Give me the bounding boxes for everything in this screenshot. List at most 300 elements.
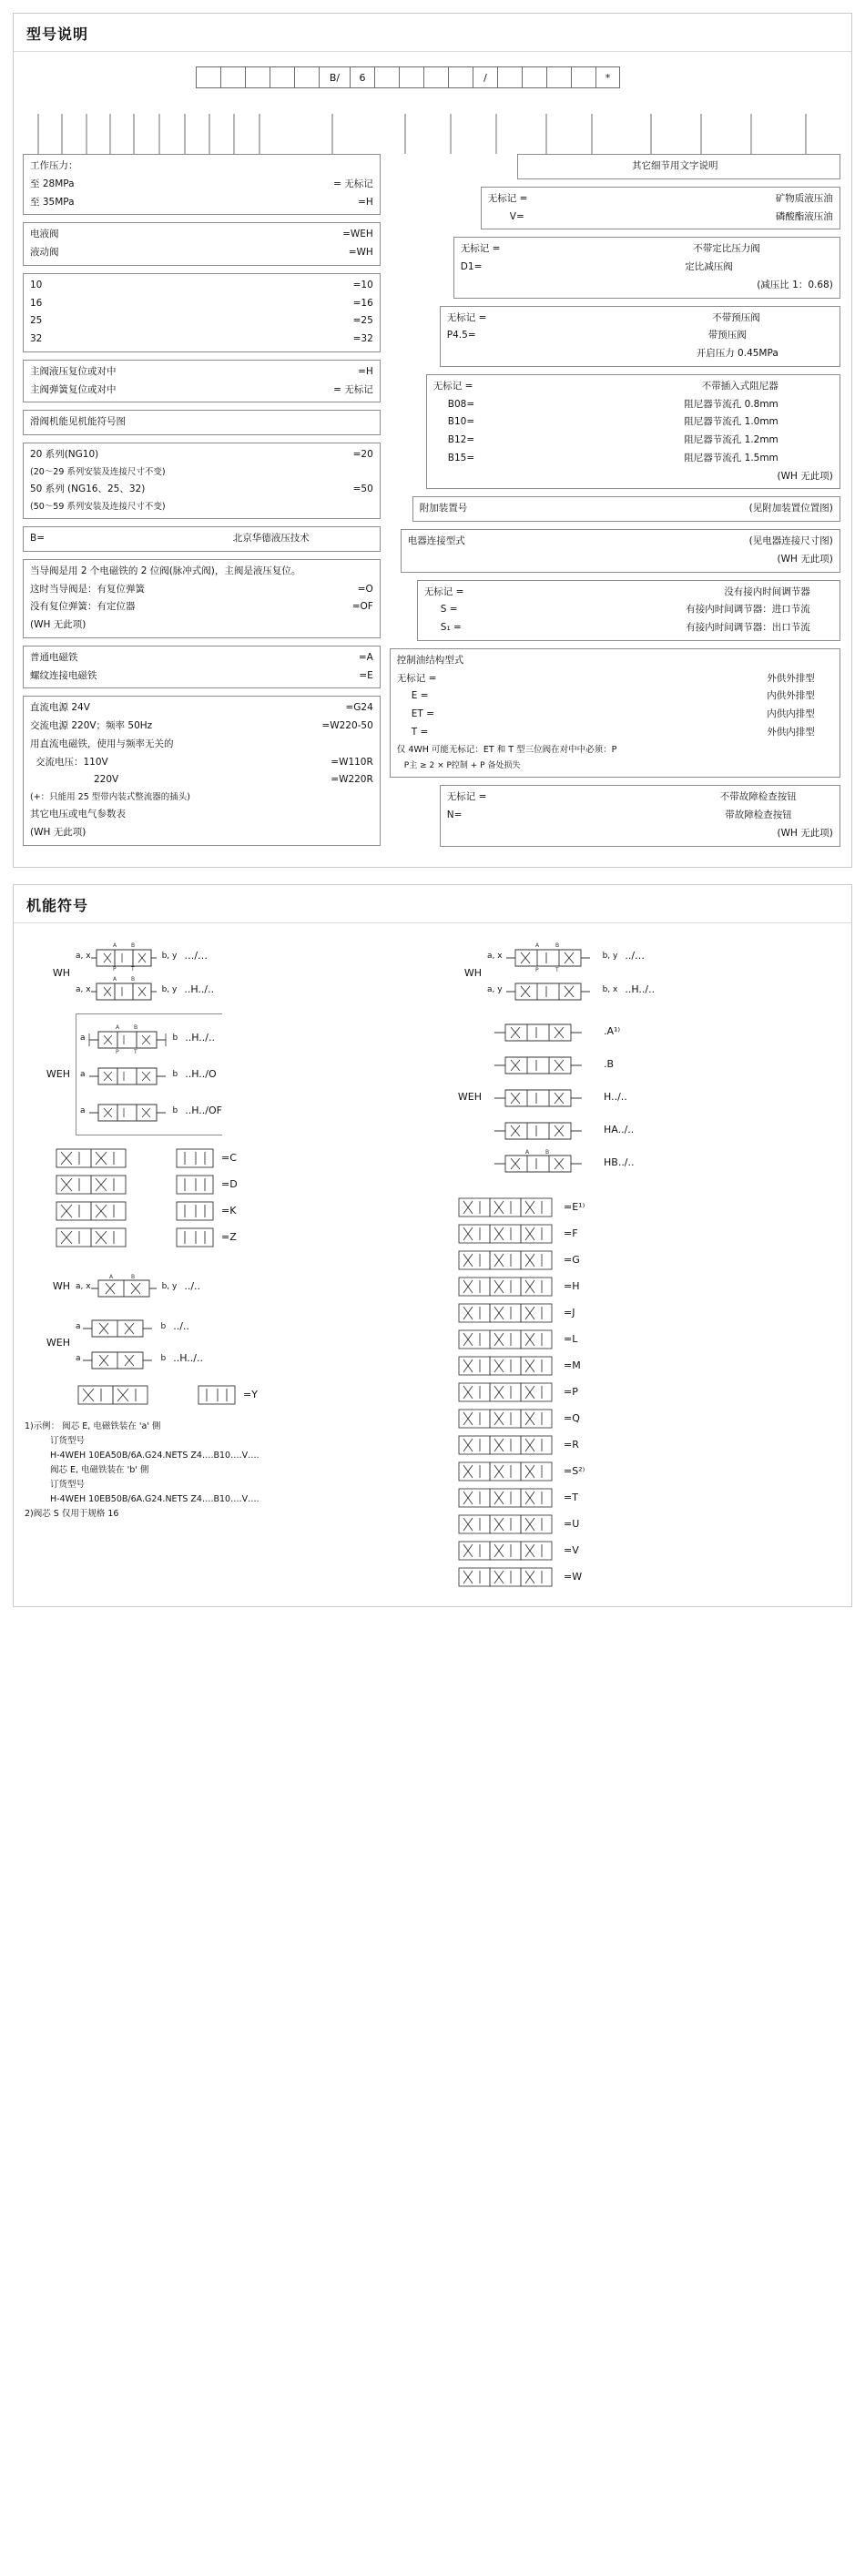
port-label-left: a, x xyxy=(76,1281,91,1291)
code-cell[interactable]: * xyxy=(595,66,620,88)
row-label: (WH 无此项) xyxy=(30,827,86,838)
symbol-stack xyxy=(76,1309,203,1376)
spool-code: =W xyxy=(564,1571,583,1583)
code-cell[interactable] xyxy=(399,66,423,88)
row-label: (20～29 系列安装及连接尺寸不变) xyxy=(30,466,166,477)
row-value: =16 xyxy=(352,297,373,309)
code-cell[interactable] xyxy=(220,66,245,88)
spool-symbol xyxy=(458,1539,558,1563)
row-value: 带预压阀 xyxy=(707,330,747,341)
row-label: 仅 4WH 可能无标记：ET 和 T 型三位阀在对中中必须：P xyxy=(396,744,617,755)
spool-code-row xyxy=(458,1460,837,1483)
spool-code: =G xyxy=(564,1254,580,1266)
port-label-right: b xyxy=(160,1321,167,1331)
row-label: 滑阀机能见机能符号图 xyxy=(30,416,126,428)
footnote-line: H-4WEH 10EB50B/6A.G24.NETS Z4….B10….V…. xyxy=(50,1494,260,1505)
row-label: 无标记 = xyxy=(446,791,487,803)
svg-text:A: A xyxy=(108,1273,113,1280)
svg-text:A: A xyxy=(112,975,117,983)
spool-code: =P xyxy=(564,1386,578,1398)
svg-text:T: T xyxy=(130,965,135,972)
row-label: 交流电压：110V xyxy=(36,756,108,768)
code-cell[interactable] xyxy=(294,66,319,88)
valve-symbol xyxy=(487,1050,596,1079)
row-value: =WH xyxy=(348,247,373,258)
spool-code-row xyxy=(56,1173,425,1196)
row-label: 25 xyxy=(30,315,43,327)
row-label: 220V xyxy=(94,774,119,786)
block-other-notes xyxy=(517,154,840,179)
footnote-line: H-4WEH 10EA50B/6A.G24.NETS Z4….B10….V…. xyxy=(50,1450,260,1461)
row-value: =25 xyxy=(352,315,373,327)
group-label-weh-right: WEH xyxy=(457,1091,482,1103)
row-label: 用直流电磁铁，使用与频率无关的 xyxy=(30,738,174,749)
type-code-body xyxy=(14,52,851,867)
spool-code: =T xyxy=(564,1492,578,1503)
row-value: 有接内时间调节器：进口节流 xyxy=(686,604,810,616)
row-label: 普通电磁铁 xyxy=(30,651,78,663)
block-precharge-valve xyxy=(440,306,840,367)
row-value: =WEH xyxy=(342,229,373,240)
symbol-line xyxy=(76,974,214,1005)
row-value: 不带故障检查按钮 xyxy=(719,791,797,803)
port-label-left: a, y xyxy=(487,984,503,994)
code-cell[interactable] xyxy=(423,66,448,88)
footnotes xyxy=(25,1420,429,1522)
block-detent-spring xyxy=(23,559,381,638)
spool-code: =J xyxy=(564,1307,575,1319)
row-label: 电器连接型式 xyxy=(407,535,465,546)
row-label: S = xyxy=(440,604,458,616)
block-series xyxy=(23,443,381,519)
valve-symbol xyxy=(487,1148,596,1177)
spool-symbol xyxy=(458,1433,558,1457)
row-label: 无标记 = xyxy=(460,243,501,255)
spool-symbol xyxy=(458,1248,558,1272)
row-value: (见电器连接尺寸图) xyxy=(748,535,833,546)
spool-code: =L xyxy=(564,1333,578,1345)
type-code-left-column xyxy=(23,154,381,853)
code-cell[interactable] xyxy=(546,66,571,88)
row-value: 不带插入式阻尼器 xyxy=(701,380,778,392)
port-label-right: b, y xyxy=(161,951,178,961)
row-value: 带故障检查按钮 xyxy=(725,809,792,820)
row-value: =H xyxy=(358,196,373,208)
symbol-row xyxy=(25,938,429,1008)
symbol-code: ..H../OF xyxy=(185,1105,222,1116)
spool-code: =Z xyxy=(221,1231,237,1243)
port-label-right: b, y xyxy=(161,1281,178,1291)
symbol-line xyxy=(487,1115,635,1145)
symbol-code: …/… xyxy=(184,950,209,962)
code-cell[interactable] xyxy=(448,66,473,88)
row-label: 其它电压或电气参数表 xyxy=(30,809,126,820)
row-value: (WH 无此项) xyxy=(777,470,833,482)
symbol-code: ..H../.. xyxy=(173,1352,203,1364)
spool-code-row-y xyxy=(77,1383,425,1407)
row-label: T = xyxy=(411,726,429,738)
symbol-line xyxy=(80,1095,222,1127)
port-label-right: b, x xyxy=(602,984,618,994)
row-label: 无标记 = xyxy=(423,585,464,597)
port-label-left: a xyxy=(80,1033,86,1043)
row-value: 阻尼器节流孔 0.8mm xyxy=(684,398,778,410)
row-value: 定比减压阀 xyxy=(685,261,733,272)
function-symbol-body xyxy=(14,923,851,1606)
spool-code: =C xyxy=(221,1152,237,1164)
block-spool-reset xyxy=(23,360,381,403)
symbol-code: .A¹⁾ xyxy=(604,1025,621,1037)
spool-code-row xyxy=(458,1512,837,1536)
symbol-row xyxy=(25,1013,429,1135)
symbol-code: HB../.. xyxy=(604,1156,635,1168)
row-label: 螺纹连接电磁铁 xyxy=(30,669,97,681)
symbol-row xyxy=(25,1269,429,1304)
footnote-line: 2)阀芯 S 仅用于规格 16 xyxy=(25,1509,119,1520)
row-label: 附加装置号 xyxy=(419,503,468,514)
svg-text:P: P xyxy=(112,965,117,972)
group-label-wh-2: WH xyxy=(52,1280,70,1292)
port-label-left: a xyxy=(80,1105,86,1115)
spool-code-row xyxy=(458,1275,837,1298)
svg-text:B: B xyxy=(133,1023,137,1031)
valve-symbol xyxy=(81,1344,161,1373)
symbol-line xyxy=(80,1022,222,1054)
spool-symbol xyxy=(56,1146,165,1170)
block-pilot-drain xyxy=(390,648,840,779)
port-label-right: b xyxy=(172,1033,178,1043)
spool-code-row xyxy=(458,1565,837,1589)
row-label: (50～59 系列安装及连接尺寸不变) xyxy=(30,501,166,512)
row-value: 内供内排型 xyxy=(767,708,815,719)
port-label-right: b, y xyxy=(161,984,178,994)
block-brand xyxy=(23,526,381,552)
symbol-code: ..H../.. xyxy=(184,983,215,995)
valve-symbol xyxy=(86,1095,173,1127)
port-label-left: a, x xyxy=(76,951,91,961)
row-value: =E xyxy=(359,669,373,681)
row-value: =G24 xyxy=(345,702,373,714)
spool-symbol xyxy=(458,1565,558,1589)
spool-symbol xyxy=(458,1275,558,1298)
row-value: (见附加装置位置图) xyxy=(748,503,833,514)
code-cell[interactable]: B/ xyxy=(319,66,350,88)
row-label: P主 ≥ 2 × P控制 + P 备处损失 xyxy=(403,760,521,770)
row-label: 直流电源 24V xyxy=(30,702,90,714)
valve-symbol xyxy=(503,941,603,972)
block-stroke-adjust xyxy=(417,580,840,641)
row-label: 主阀弹簧复位或对中 xyxy=(30,383,117,395)
symbol-code: ..H../.. xyxy=(185,1032,215,1044)
spool-symbol-single xyxy=(198,1383,238,1407)
row-label: S₁ = xyxy=(440,622,462,633)
row-value: (WH 无此项) xyxy=(777,827,833,839)
spool-code-row xyxy=(458,1407,837,1431)
row-label: N= xyxy=(446,809,463,820)
row-label: 至 28MPa xyxy=(30,178,75,189)
svg-text:B: B xyxy=(130,1273,135,1280)
svg-text:A: A xyxy=(534,942,539,949)
row-value: 内供外排型 xyxy=(767,690,815,702)
spool-code: =V xyxy=(564,1544,579,1556)
symbol-line xyxy=(487,1148,635,1177)
symbol-line xyxy=(76,1312,203,1341)
row-label: (WH 无此项) xyxy=(30,619,86,630)
row-label: P4.5= xyxy=(446,330,476,341)
footnote-line: 1)示例： 阀芯 E, 电磁铁装在 'a' 側 xyxy=(25,1420,161,1431)
spool-code: =F xyxy=(564,1227,578,1239)
row-label: B= xyxy=(30,533,46,544)
spool-symbol-single xyxy=(176,1199,216,1223)
footnote-line: 阀芯 E, 电磁铁装在 'b' 側 xyxy=(50,1464,149,1475)
row-value: (WH 无此项) xyxy=(777,553,833,565)
symbol-line xyxy=(76,941,214,972)
block-attachment-code xyxy=(412,496,840,522)
symbol-row xyxy=(25,1309,429,1376)
code-cell[interactable] xyxy=(270,66,294,88)
row-value: 开启压力 0.45MPa xyxy=(696,348,778,359)
symbol-bracket xyxy=(76,938,214,1008)
symbol-stack xyxy=(76,1269,200,1304)
row-value: 北京华德液压技术 xyxy=(232,533,310,544)
row-label: B10= xyxy=(447,416,475,428)
spool-code: =E¹⁾ xyxy=(564,1201,585,1213)
port-label-right: b xyxy=(160,1353,167,1363)
section-title-function-symbol: 机能符号 xyxy=(14,885,851,923)
symbol-line xyxy=(76,1344,203,1373)
symbol-stack xyxy=(487,1013,635,1181)
spool-code-row xyxy=(458,1196,837,1219)
spool-code-row xyxy=(458,1248,837,1272)
spool-code: =Y xyxy=(243,1389,258,1400)
row-value: =A xyxy=(358,651,373,663)
spool-code: =S²⁾ xyxy=(564,1465,585,1477)
code-cell[interactable] xyxy=(245,66,270,88)
row-value: 磷酸酯液压油 xyxy=(775,210,833,222)
function-symbol-grid xyxy=(25,932,840,1592)
row-value: 外供内排型 xyxy=(767,726,815,738)
spool-code-block xyxy=(52,1146,429,1249)
row-value: =50 xyxy=(352,484,373,494)
row-value: =10 xyxy=(352,279,373,290)
group-label-weh-2: WEH xyxy=(46,1336,70,1349)
spool-code: =Q xyxy=(564,1412,580,1424)
symbol-line xyxy=(487,1050,635,1079)
svg-text:B: B xyxy=(555,942,559,949)
symbol-code: HA../.. xyxy=(604,1124,635,1135)
spool-code-row xyxy=(458,1301,837,1325)
valve-symbol xyxy=(91,1272,162,1301)
row-label: B08= xyxy=(447,398,475,410)
spool-code-row xyxy=(56,1226,425,1249)
row-label: 主阀液压复位或对中 xyxy=(30,365,117,377)
spool-code-row xyxy=(458,1433,837,1457)
row-label: D1= xyxy=(460,261,483,272)
spool-code: =M xyxy=(564,1359,581,1371)
valve-symbol xyxy=(91,974,162,1005)
code-cell[interactable]: 6 xyxy=(350,66,374,88)
spool-code-row xyxy=(458,1380,837,1404)
type-code-cells-bar xyxy=(23,66,842,114)
row-value: 不带定比压力阀 xyxy=(693,243,760,255)
row-label: 无标记 = xyxy=(446,311,487,323)
svg-text:P: P xyxy=(534,966,539,972)
row-label: 无标记 = xyxy=(432,380,473,392)
code-cell[interactable] xyxy=(571,66,595,88)
spool-symbol xyxy=(458,1301,558,1325)
spool-symbol-single xyxy=(176,1226,216,1249)
spool-symbol xyxy=(458,1222,558,1246)
row-label: 这时当导阀是：有复位弹簧 xyxy=(30,583,145,595)
port-label-left: a xyxy=(80,1069,86,1079)
footnote-line: 订货型号 xyxy=(50,1435,86,1446)
row-label: 交流电源 220V；频率 50Hz xyxy=(30,720,153,731)
row-label: 电液阀 xyxy=(30,229,59,240)
symbol-line xyxy=(80,1058,222,1091)
spool-code-row xyxy=(458,1328,837,1351)
row-value: =32 xyxy=(352,333,373,344)
row-label: E = xyxy=(411,690,429,702)
spool-code: =R xyxy=(564,1439,579,1451)
row-label: B15= xyxy=(447,452,475,463)
row-label: (+：只能用 25 型带内装式整流器的插头) xyxy=(30,792,191,802)
port-label-left: a, x xyxy=(487,951,503,961)
symbol-code: ../.. xyxy=(184,1280,201,1292)
document-page xyxy=(0,13,865,1607)
block-throttle-insert xyxy=(426,374,840,490)
spool-code-row xyxy=(56,1146,425,1170)
spool-symbol xyxy=(56,1173,165,1196)
row-value: 阻尼器节流孔 1.2mm xyxy=(684,434,778,445)
block-working-pressure xyxy=(23,154,381,215)
spool-code-row xyxy=(458,1222,837,1246)
row-label: V= xyxy=(509,210,524,222)
svg-text:B: B xyxy=(130,975,135,983)
valve-symbol xyxy=(487,1115,596,1145)
row-value: 外供外排型 xyxy=(767,672,815,684)
spool-symbol xyxy=(77,1383,187,1407)
type-code-columns xyxy=(23,154,842,854)
row-label: 无标记 = xyxy=(487,192,528,204)
row-label: 50 系列 (NG16、25、32) xyxy=(30,484,146,494)
spool-symbol xyxy=(56,1199,165,1223)
symbol-code: ../… xyxy=(625,950,646,962)
spool-symbol xyxy=(458,1407,558,1431)
valve-symbol xyxy=(487,1083,596,1112)
spool-symbol xyxy=(458,1512,558,1536)
svg-text:B: B xyxy=(545,1148,550,1156)
spool-symbol xyxy=(458,1380,558,1404)
row-label: 无标记 = xyxy=(396,672,437,684)
spool-symbol xyxy=(458,1486,558,1510)
row-value: =OF xyxy=(351,601,373,613)
code-cell[interactable] xyxy=(374,66,399,88)
symbol-code: ..H../.. xyxy=(625,983,656,995)
port-label-left: a xyxy=(76,1321,81,1331)
group-label-wh: WH xyxy=(52,966,70,979)
spool-code: =K xyxy=(221,1205,237,1217)
block-fluid-type xyxy=(481,187,840,230)
block-spool-symbol xyxy=(23,410,381,435)
spool-symbol xyxy=(458,1460,558,1483)
group-label-weh: WEH xyxy=(46,1068,70,1080)
svg-text:T: T xyxy=(555,966,559,972)
symbol-line xyxy=(487,941,655,972)
row-label: 其它细节用文字说明 xyxy=(632,160,718,171)
leader-lines-svg xyxy=(23,114,860,154)
port-label-right: b xyxy=(172,1105,178,1115)
section-title-type-code: 型号说明 xyxy=(14,14,851,52)
valve-symbol xyxy=(81,1312,161,1341)
block-solenoid-type xyxy=(23,646,381,689)
valve-symbol xyxy=(487,1017,596,1046)
symbol-bracket xyxy=(76,1013,222,1135)
spool-symbol xyxy=(458,1196,558,1219)
symbol-line xyxy=(487,974,655,1005)
block-voltage xyxy=(23,696,381,846)
spool-code: =D xyxy=(221,1178,238,1190)
spool-symbol xyxy=(458,1354,558,1378)
symbol-row xyxy=(436,938,840,1008)
symbol-code: ..H../O xyxy=(185,1068,217,1080)
section-function-symbol xyxy=(13,884,852,1607)
port-label-left: a xyxy=(76,1353,81,1363)
right-spool-code-list xyxy=(454,1196,840,1589)
spool-symbol xyxy=(458,1328,558,1351)
group-label-wh-right: WH xyxy=(463,966,482,979)
row-value: = 无标记 xyxy=(333,178,373,189)
leader-lines xyxy=(23,114,842,154)
row-label: 液动阀 xyxy=(30,247,59,258)
valve-symbol xyxy=(503,974,603,1005)
row-value: =H xyxy=(358,365,373,377)
block-valve-type xyxy=(23,222,381,266)
block-fault-check xyxy=(440,785,840,846)
symbol-line xyxy=(487,1083,635,1112)
row-label: 16 xyxy=(30,297,43,309)
spool-code-row xyxy=(458,1486,837,1510)
type-code-cells xyxy=(196,66,842,88)
symbol-code: H../.. xyxy=(604,1091,627,1103)
code-cell[interactable] xyxy=(196,66,220,88)
type-code-right-column xyxy=(390,154,842,854)
row-label: 10 xyxy=(30,279,43,290)
symbol-stack xyxy=(487,938,655,1008)
function-symbol-left xyxy=(25,932,429,1592)
section-type-code xyxy=(13,13,852,868)
port-label-right: b xyxy=(172,1069,178,1079)
valve-symbol xyxy=(86,1022,173,1054)
svg-text:A: A xyxy=(525,1148,530,1156)
symbol-line xyxy=(487,1017,635,1046)
block-nominal-size xyxy=(23,273,381,352)
row-value: =W220R xyxy=(331,774,373,786)
block-connector-type xyxy=(401,529,840,573)
row-value: = 无标记 xyxy=(333,383,373,395)
code-cell[interactable]: / xyxy=(473,66,497,88)
row-label: 至 35MPa xyxy=(30,196,75,208)
row-value: =W110R xyxy=(331,756,373,768)
row-label: B12= xyxy=(447,434,475,445)
spool-symbol-single xyxy=(176,1173,216,1196)
code-cell[interactable] xyxy=(497,66,522,88)
spool-symbol-single xyxy=(176,1146,216,1170)
footnote-line: 订货型号 xyxy=(50,1480,86,1491)
row-value: 矿物质液压油 xyxy=(775,192,833,204)
row-value: =O xyxy=(357,583,373,595)
row-value: 没有接内时间调节器 xyxy=(724,585,810,597)
code-cell[interactable] xyxy=(522,66,546,88)
